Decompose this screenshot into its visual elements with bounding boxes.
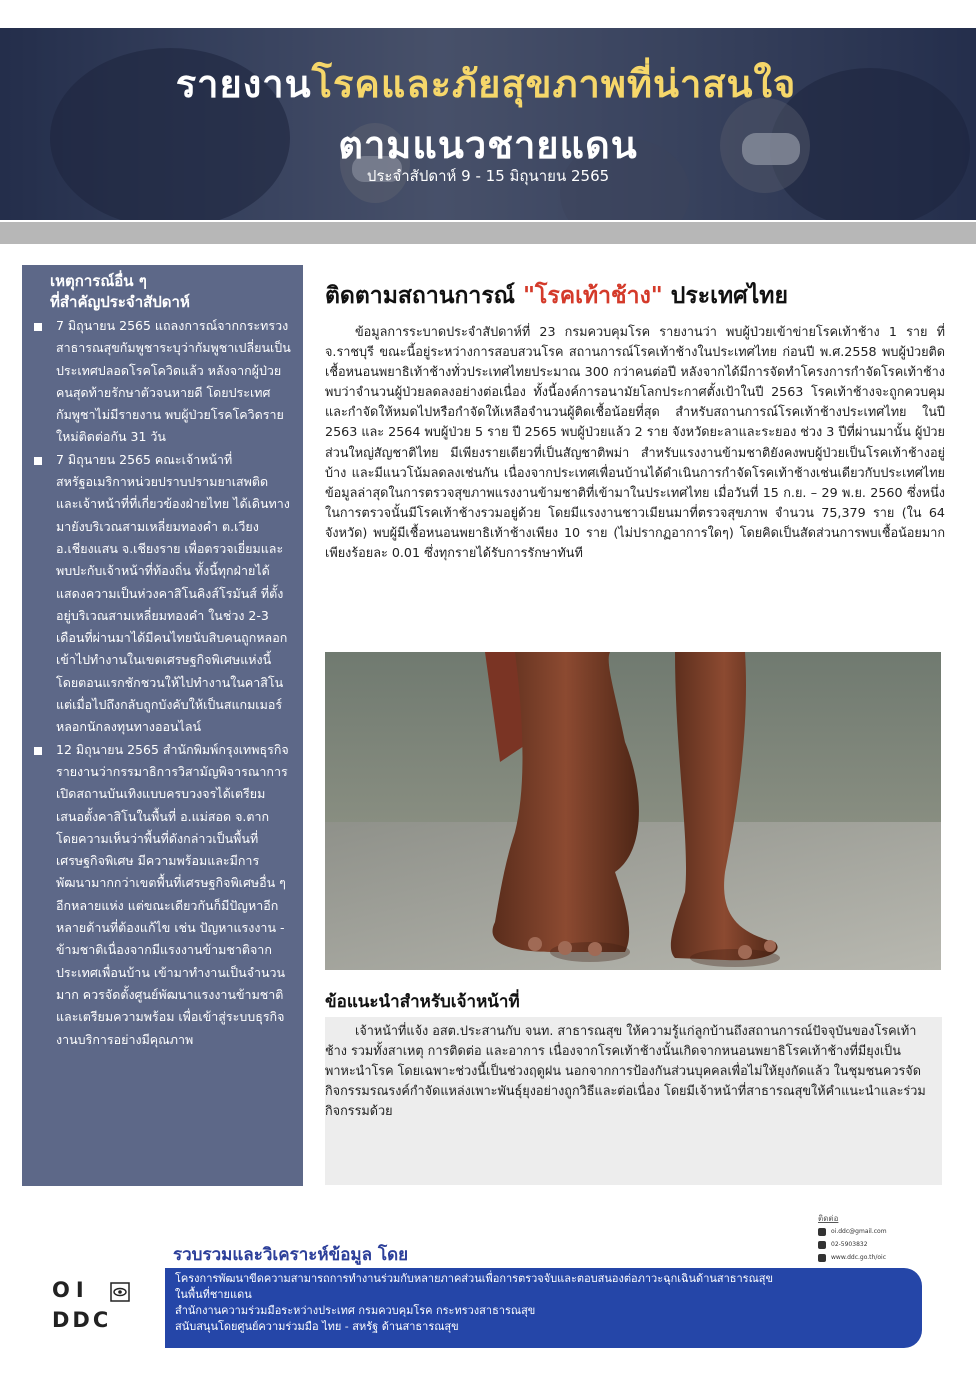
contact-block — [818, 1212, 928, 1264]
sidebar-heading: เหตุการณ์อื่น ๆ ที่สำคัญประจำสัปดาห์ — [50, 272, 190, 311]
header-banner — [0, 28, 976, 220]
report-title-white: รายงาน — [175, 62, 312, 106]
disease-name: "โรคเท้าช้าง" — [523, 283, 663, 309]
contact-email[interactable]: oi.ddc@gmail.com — [831, 1228, 887, 1235]
article-paragraph: ข้อมูลการระบาดประจำสัปดาห์ที่ 23 กรมควบคุมโรค รายงานว่า พบผู้ป่วยเข้าข่ายโรคเท้าช้าง 1 ราย ที่ จ.ราชบุรี ขณะนี้อยู่ระหว่างการสอบสวนโรค สถานการณ์โรคเท้าช้างในประเทศไทย ก่อนปี พ.ศ.2558 พบผู้ป่วยติดเชื้อหนอนพยาธิเท้าช้างทั่วประเทศไทยประมาณ 300 กว่าคนต่อปี หลังจากได้มีการจัดทำโครงการกำจัดโรคเท้าช้าง พบว่าจำนวนผู้ป่วยลดลงอย่างต่อเนื่อง ทั้งนี้องค์การอนามัยโลกประกาศตั้งเป้าในปี 2563 โรคเท้าช้างจะถูกควบคุมและกำจัดให้หมดไปหรือกำจัดให้เหลือจำนวนผู้ติดเชื้อน้อยที่สุด สำหรับสถานการณ์โรคเท้าช้างประเทศไทย ในปี 2563 และ 2564 พบผู้ป่วย 5 ราย ปี 2565 พบผู้ป่วยแล้ว 2 ราย จังหวัดยะลาและระยอง ช่วง 3 ปีที่ผ่านมานั้น ผู้ป่วยส่วนใหญ่สัญชาติไทย มีเพียงรายเดียวที่เป็นสัญชาติพม่า สำหรับแรงงานข้ามชาติยังคงพบผู้ป่วยเป็นโรคเท้าช้างอยู่บ้าง และมีแนวโน้มลดลงเช่นกัน เนื่องจากประเทศเพื่อนบ้านได้ดำเนินการกำจัดโรคเท้าช้างเช่นเดียวกับประเทศไทย ข้อมูลล่าสุดในการตรวจสุขภาพแรงงานข้ามชาติที่เข้ามาในประเทศไทย เมื่อวันที่ 15 ก.ย. – 29 พ.ย. 2560 ซึ่งหนึ่งในการตรวจนั้นมีโรคเท้าช้างรวมอยู่ด้วย โดยมีแรงงานชาวเมียนมาที่ตรวจสุขภาพ จำนวน 75,379 ราย (ใน 64 จังหวัด) พบผู้มีเชื้อหนอนพยาธิเท้าช้างเพียง 10 ราย (ไม่ปรากฏอาการใดๆ) โดยคิดเป็นสัดส่วนการพบเชื้อน้อยมากเพียงร้อยละ 0.01 ซึ่งทุกรายได้รับการรักษาทันที — [325, 324, 945, 561]
article-body — [325, 322, 945, 563]
report-date: ประจำสัปดาห์ 9 - 15 มิถุนายน 2565 — [366, 167, 610, 185]
article-title: ติดตามสถานการณ์ "โรคเท้าช้าง" ประเทศไทย — [325, 283, 788, 309]
web-icon — [818, 1254, 826, 1262]
phone-icon — [818, 1241, 826, 1249]
contact-website[interactable]: www.ddc.go.th/oic — [831, 1254, 886, 1261]
elephantiasis-photo — [325, 652, 941, 970]
leg-illustration — [325, 652, 941, 970]
report-title-line2: ตามแนวชายแดน — [338, 123, 638, 167]
org-line: สนับสนุนโดยศูนย์ความร่วมมือ ไทย - สหรัฐ ด้านสาธารณสุข — [175, 1320, 459, 1333]
email-icon — [818, 1228, 826, 1236]
report-title — [36, 53, 936, 114]
compiled-by-label: รวบรวมและวิเคราะห์ข้อมูล โดย — [173, 1245, 409, 1265]
org-line: โครงการพัฒนาขีดความสามารถการทำงานร่วมกับหลายภาคส่วนเพื่อการตรวจจับและตอบสนองต่อภาวะฉุกเฉินด้านสาธารณสุข — [175, 1272, 774, 1285]
oiddc-logo: OI DDC — [52, 1278, 132, 1332]
org-line: ในพื้นที่ชายแดน — [175, 1288, 252, 1301]
contact-heading: ติดต่อ — [818, 1214, 839, 1223]
recommendation-text: เจ้าหน้าที่แจ้ง อสต.ประสานกับ จนท. สาธารณสุข ให้ความรู้แก่ลูกบ้านถึงสถานการณ์ปัจจุบันของโรคเท้าช้าง รวมทั้งสาเหตุ การติดต่อ และอาการ เนื่องจากโรคเท้าช้างนั้นเกิดจากหนอนพยาธิโรคเท้าช้างที่มียุงเป็นพาหะนำโรค โดยเฉพาะช่วงนี้เป็นช่วงฤดูฝน นอกจากการป้องกันส่วนบุคคลเพื่อไม่ให้ยุงกัดแล้ว ในชุมชนควรจัดกิจกรรมรณรงค์กำจัดแหล่งเพาะพันธุ์ยุงอย่างถูกวิธีและต่อเนื่อง โดยมีเจ้าหน้าที่สาธารณสุขให้คำแนะนำและร่วมกิจกรรมด้วย — [325, 1023, 926, 1118]
event-list — [32, 315, 293, 1051]
divider-bar — [0, 222, 976, 244]
event-item: 7 มิถุนายน 2565 คณะเจ้าหน้าที่สหรัฐอเมริกาหน่วยปราบปรามยาเสพติด และเจ้าหน้าที่ที่เกี่ยวข้องฝ่ายไทย ได้เดินทางมายังบริเวณสามเหลี่ยมทองคำ ต.เวียง อ.เชียงแสน จ.เชียงราย เพื่อตรวจเยี่ยมและพบปะกับเจ้าหน้าที่ท้องถิ่น ทั้งนี้ทุกฝ่ายได้แสดงความเป็นห่วงคาสิโนคิงส์โรมันส์ ที่ตั้งอยู่บริเวณสามเหลี่ยมทองคำ ในช่วง 2-3 เดือนที่ผ่านมาได้มีคนไทยนับสิบคนถูกหลอกเข้าไปทำงานในเขตเศรษฐกิจพิเศษแห่งนี้ โดยตอนแรกชักชวนให้ไปทำงานในคาสิโน แต่เมื่อไปถึงกลับถูกบังคับให้เป็นสแกมเมอร์หลอกนักลงทุนทางออนไลน์ — [32, 449, 293, 739]
recommendation-box — [325, 1017, 942, 1185]
event-item: 12 มิถุนายน 2565 สำนักพิมพ์กรุงเทพธุรกิจ รายงานว่ากรรมาธิการวิสามัญพิจารณาการเปิดสถานบันเทิงแบบครบวงจรได้เตรียมเสนอตั้งคาสิโนในพื้นที่ อ.แม่สอด จ.ตาก โดยความเห็นว่าพื้นที่ดังกล่าวเป็นพื้นที่เศรษฐกิจพิเศษ มีความพร้อมและมีการพัฒนามากกว่าเขตพื้นที่เศรษฐกิจพิเศษอื่น ๆ อีกหลายแห่ง แต่ขณะเดียวกันก็มีปัญหาอีกหลายด้านที่ต้องแก้ไข เช่น ปัญหาแรงงาน - ข้ามชาติเนื่องจากมีแรงงานข้ามชาติจากประเทศเพื่อนบ้าน เข้ามาทำงานเป็นจำนวนมาก ควรจัดตั้งศูนย์พัฒนาแรงงานข้ามชาติ และเตรียมความพร้อม เพื่อเข้าสู่ระบบธุรกิจงานบริการอย่างมีคุณภาพ — [32, 739, 293, 1051]
organization-box — [165, 1268, 922, 1348]
eye-icon — [110, 1282, 130, 1302]
report-title-highlight: โรคและภัยสุขภาพที่น่าสนใจ — [311, 62, 797, 106]
contact-phone[interactable]: 02-5903832 — [831, 1241, 868, 1248]
recommendation-title: ข้อแนะนำสำหรับเจ้าหน้าที่ — [325, 992, 520, 1012]
org-line: สำนักงานความร่วมมือระหว่างประเทศ กรมควบคุมโรค กระทรวงสาธารณสุข — [175, 1304, 536, 1317]
other-events-sidebar — [22, 265, 303, 1186]
event-item: 7 มิถุนายน 2565 แถลงการณ์จากกระทรวงสาธารณสุขกัมพูชาระบุว่ากัมพูชาเปลี่ยนเป็นประเทศปลอดโรคโควิดแล้ว หลังจากผู้ป่วยคนสุดท้ายรักษาตัวจนหายดี โดยประเทศกัมพูชาไม่มีรายงาน พบผู้ป่วยโรคโควิดรายใหม่ติดต่อกัน 31 วัน — [32, 315, 293, 449]
